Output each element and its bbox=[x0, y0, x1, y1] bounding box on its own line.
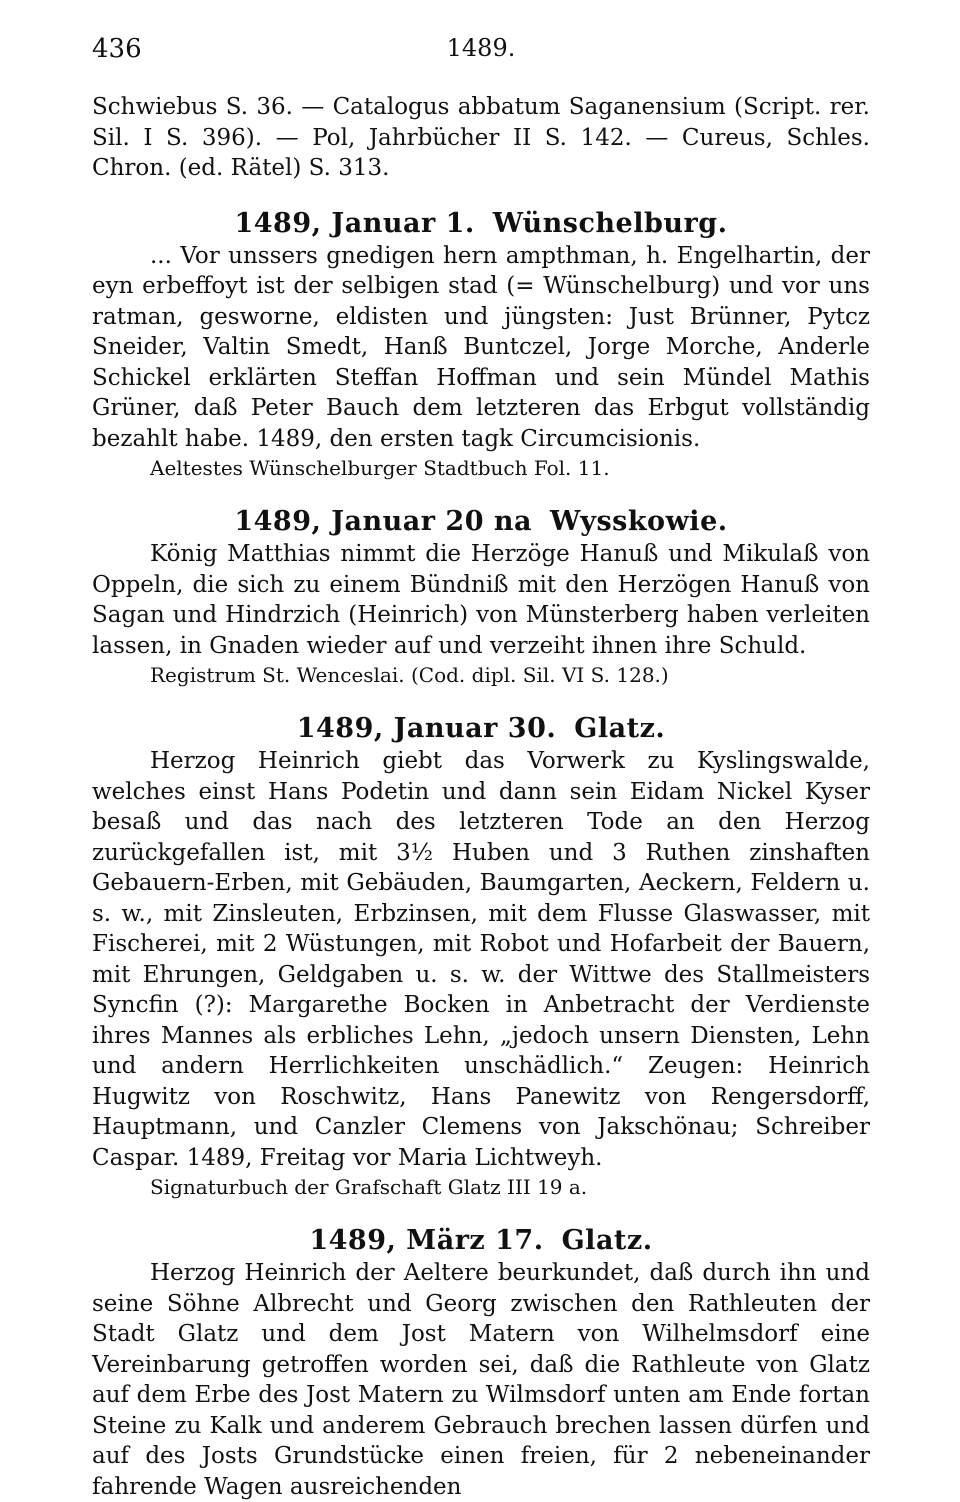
entry-text: Herzog Heinrich der Aeltere beurkundet, daß durch ihn und seine Söhne Albrecht und Georg zwischen den Rathleuten der Stadt Glatz und dem Jost Matern von Wilhelmsdorf eine Vereinbarung getroffen worden sei, daß die Rathleute von Glatz auf dem Erbe des Jost Matern zu Wilmsdorf unten am Ende fortan Steine zu Kalk und anderem Gebrauch brechen lassen dürfen und auf des Josts Grundstücke einen freien, für 2 nebeneinander fahrende Wagen ausreichenden bbox=[92, 1260, 870, 1500]
entry-heading bbox=[92, 1225, 870, 1256]
entry-source: Aeltestes Wünschelburger Stadtbuch Fol. 11. bbox=[150, 456, 610, 480]
entry-date: 1489, März 17. bbox=[309, 1225, 544, 1256]
entry-source: Signaturbuch der Grafschaft Glatz III 19 a. bbox=[150, 1175, 588, 1199]
entry-place: Glatz. bbox=[574, 713, 666, 744]
entry-place: Wysskowie. bbox=[550, 506, 728, 537]
entry-date: 1489, Januar 30. bbox=[296, 713, 557, 744]
entry-text: Herzog Heinrich giebt das Vorwerk zu Kyslingswalde, welches einst Hans Podetin und dann sein Eidam Nickel Kyser besaß und das nach des letzteren Tode an den Herzog zurückgefallen ist, mit 3½ Huben und 3 Ruthen zinshaften Gebauern-Erben, mit Gebäuden, Baumgarten, Aeckern, Feldern u. s. w., mit Zinsleuten, Erbzinsen, mit dem Flusse Glaswasser, mit Fischerei, mit 2 Wüstungen, mit Robot und Hofarbeit der Bauern, mit Ehrungen, Geldgaben u. s. w. der Wittwe des Stallmeisters Syncfin (?): Margarethe Bocken in Anbetracht der Verdienste ihres Mannes als erbliches Lehn, „jedoch unsern Diensten, Lehn und andern Herrlichkeiten unschädlich.“ Zeugen: Heinrich Hugwitz von Roschwitz, Hans Panewitz von Rengersdorff, Hauptmann, und Canzler Clemens von Jakschönau; Schreiber Caspar. 1489, Freitag vor Maria Lichtweyh. bbox=[92, 748, 870, 1171]
entry-heading bbox=[92, 713, 870, 744]
entry-3 bbox=[92, 713, 870, 1201]
page-number: 436 bbox=[92, 34, 142, 64]
entry-text: König Matthias nimmt die Herzöge Hanuß und Mikulaß von Oppeln, die sich zu einem Bündniß mit den Herzögen Hanuß von Sagan und Hindrzich (Heinrich) von Münsterberg haben verleiten lassen, in Gnaden wieder auf und verzeiht ihnen ihre Schuld. bbox=[92, 541, 870, 659]
entry-source: Registrum St. Wenceslai. (Cod. dipl. Sil. VI S. 128.) bbox=[150, 663, 669, 687]
running-year: 1489. bbox=[446, 34, 516, 62]
entry-2 bbox=[92, 506, 870, 689]
entry-date: 1489, Januar 1. bbox=[234, 207, 475, 239]
intro-paragraph: Schwiebus S. 36. — Catalogus abbatum Saganensium (Script. rer. Sil. I S. 396). — Pol, Jahrbücher II S. 142. — Cureus, Schles. Chron. (ed. Rätel) S. 313. bbox=[92, 94, 870, 181]
entry-heading bbox=[92, 506, 870, 537]
entry-heading bbox=[92, 208, 870, 239]
entry-1 bbox=[92, 208, 870, 483]
entry-text: ... Vor unssers gnedigen hern ampthman, h. Engelhartin, der eyn erbeffoyt ist der selbigen stad (= Wünschelburg) und vor uns ratman, gesworne, eldisten und jüngsten: Just Brünner, Pytcz Sneider, Valtin Smedt, Hanß Buntczel, Jorge Morche, Anderle Schickel erklärten Steffan Hoffman und sein Mündel Mathis Grüner, daß Peter Bauch dem letzteren das Erbgut vollständig bezahlt habe. 1489, den ersten tagk Circumcisionis. bbox=[92, 242, 870, 452]
entry-4 bbox=[92, 1225, 870, 1502]
running-head bbox=[92, 34, 870, 78]
entry-place: Wünschelburg. bbox=[492, 207, 728, 239]
entry-place: Glatz. bbox=[561, 1225, 653, 1256]
entry-date: 1489, Januar 20 na bbox=[234, 506, 533, 537]
